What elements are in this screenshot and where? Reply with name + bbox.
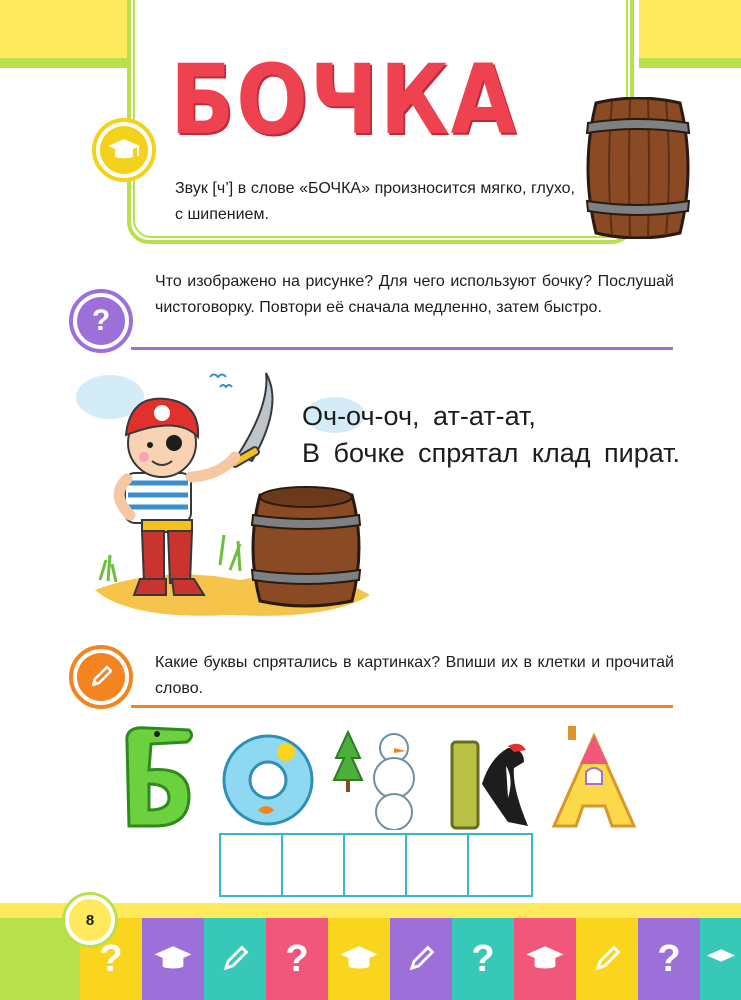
info-badge xyxy=(92,118,156,182)
task-badge xyxy=(69,645,133,709)
question-mark-icon: ? xyxy=(638,918,700,1000)
question-text: Что изображено на рисунке? Для чего используют бочку? Послушай чистоговорку. Повтори её сначала медленно, затем быстро. xyxy=(155,273,674,316)
pencil-icon xyxy=(390,918,452,1000)
tongue-twister-line-1: Оч-оч-оч, ат-ат-ат, xyxy=(302,401,536,431)
page-number: 8 xyxy=(65,895,115,945)
page-title: БОЧКА xyxy=(170,44,518,156)
question-mark-icon: ? xyxy=(452,918,514,1000)
answer-cell[interactable] xyxy=(469,835,531,895)
letter-b-crocodile-picture xyxy=(117,722,197,830)
sound-info-text: Звук [ч’] в слове «БОЧКА» произносится мягко, глухо, с шипением. xyxy=(175,180,575,223)
question-mark-icon: ? xyxy=(80,918,142,1000)
answer-cell[interactable] xyxy=(407,835,469,895)
letter-o-ring-picture xyxy=(218,730,318,830)
tongue-twister-line-2: В бочке спрятал клад пират. xyxy=(302,438,681,468)
pencil-icon xyxy=(77,653,125,701)
header-corner-left-stripe xyxy=(0,58,132,68)
graduation-cap-icon xyxy=(142,918,204,1000)
header-corner-right xyxy=(639,0,741,58)
graduation-cap-icon xyxy=(100,126,148,174)
answer-cell[interactable] xyxy=(283,835,345,895)
section-divider xyxy=(131,705,673,708)
letter-k-woodpecker-picture xyxy=(448,738,532,830)
header-corner-left xyxy=(0,0,132,58)
letter-a-castle-picture xyxy=(550,724,638,830)
section-divider xyxy=(131,347,673,350)
pencil-icon xyxy=(576,918,638,1000)
graduation-cap-icon xyxy=(328,918,390,1000)
header-corner-right-stripe xyxy=(639,58,741,68)
graduation-cap-icon xyxy=(514,918,576,1000)
answer-cell[interactable] xyxy=(345,835,407,895)
graduation-cap-icon xyxy=(700,918,741,1000)
barrel-illustration xyxy=(582,97,694,239)
question-mark-icon: ? xyxy=(266,918,328,1000)
tongue-twister xyxy=(302,398,680,472)
answer-cell[interactable] xyxy=(221,835,283,895)
pencil-icon xyxy=(204,918,266,1000)
question-badge xyxy=(69,289,133,353)
letter-ch-snowman-picture xyxy=(330,728,434,830)
answer-cells xyxy=(219,833,533,897)
task-text: Какие буквы спрятались в картинках? Впиши их в клетки и прочитай слово. xyxy=(155,654,674,697)
question-mark-icon: ? xyxy=(77,297,125,345)
